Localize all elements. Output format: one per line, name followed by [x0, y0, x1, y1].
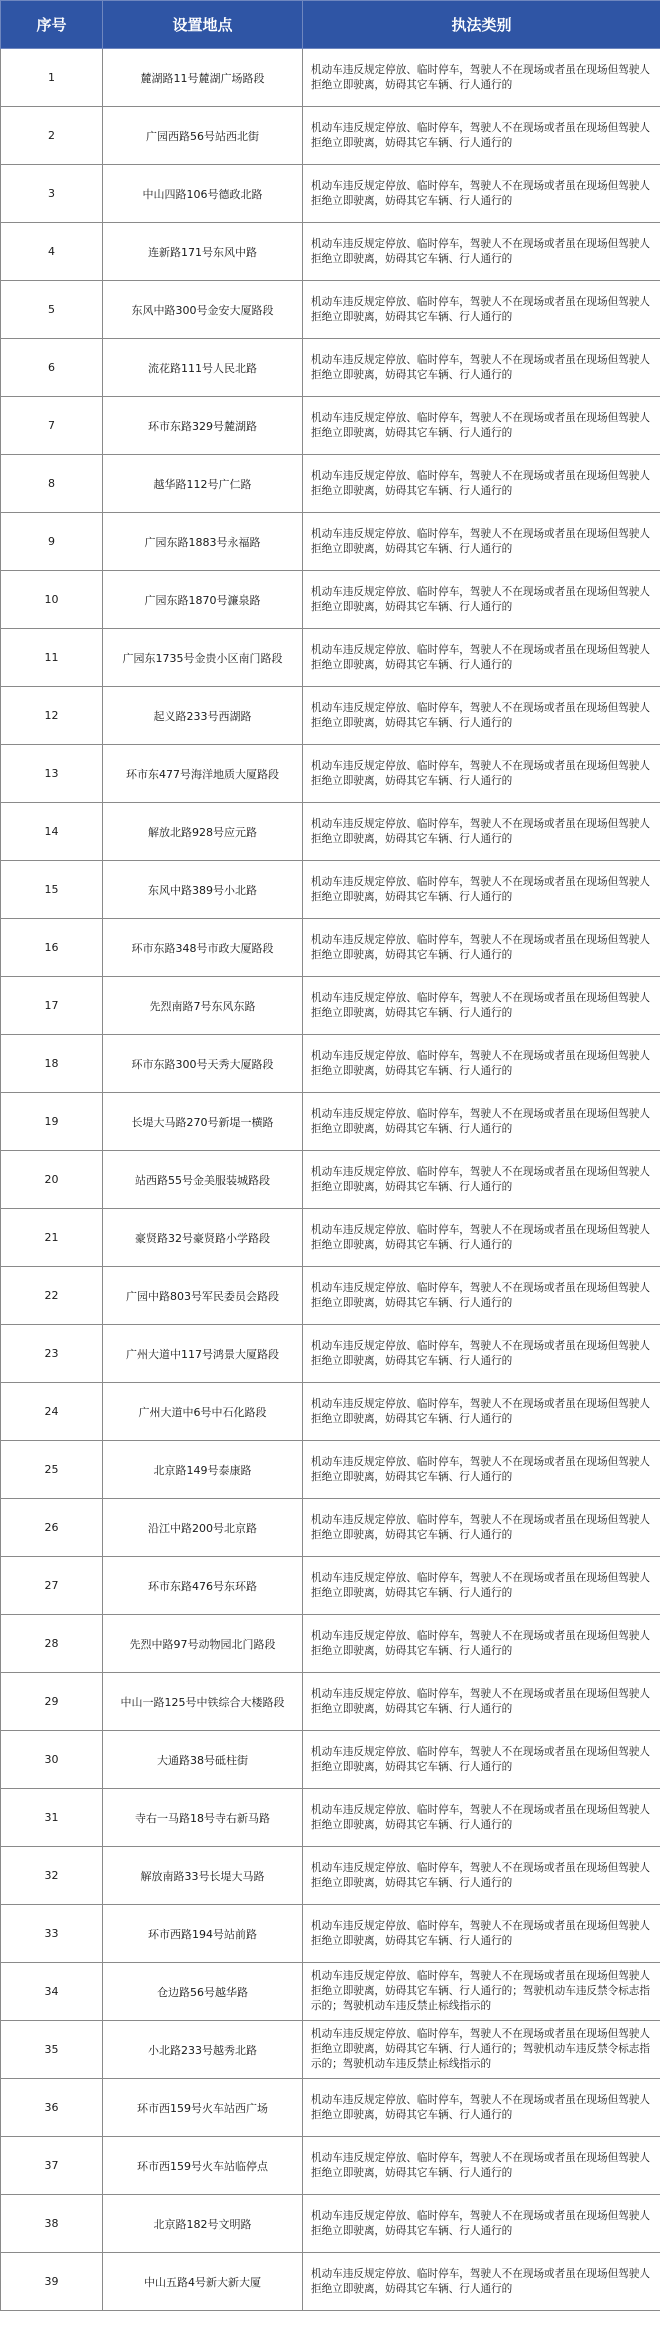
table-row: [1, 1325, 660, 1383]
row-number: 36: [1, 2079, 103, 2137]
table-body: [1, 49, 660, 2311]
row-number: 2: [1, 107, 103, 165]
table-row: [1, 397, 660, 455]
row-category: 机动车违反规定停放、临时停车，驾驶人不在现场或者虽在现场但驾驶人拒绝立即驶离，妨碍其它车辆、行人通行的；驾驶机动车违反禁令标志指示的；驾驶机动车违反禁止标线指示的: [303, 1963, 660, 2021]
row-category: 机动车违反规定停放、临时停车，驾驶人不在现场或者虽在现场但驾驶人拒绝立即驶离，妨碍其它车辆、行人通行的: [303, 1905, 660, 1963]
row-number: 7: [1, 397, 103, 455]
row-location: 广州大道中6号中石化路段: [103, 1383, 303, 1441]
table-row: [1, 1093, 660, 1151]
row-number: 28: [1, 1615, 103, 1673]
table-row: [1, 107, 660, 165]
row-number: 27: [1, 1557, 103, 1615]
row-number: 22: [1, 1267, 103, 1325]
table-row: [1, 1267, 660, 1325]
row-location: 广园西路56号站西北街: [103, 107, 303, 165]
row-number: 16: [1, 919, 103, 977]
row-number: 25: [1, 1441, 103, 1499]
row-location: 越华路112号广仁路: [103, 455, 303, 513]
row-number: 29: [1, 1673, 103, 1731]
header-serial-number: 序号: [1, 1, 103, 49]
row-location: 解放北路928号应元路: [103, 803, 303, 861]
row-location: 流花路111号人民北路: [103, 339, 303, 397]
row-location: 中山四路106号德政北路: [103, 165, 303, 223]
row-category: 机动车违反规定停放、临时停车，驾驶人不在现场或者虽在现场但驾驶人拒绝立即驶离，妨碍其它车辆、行人通行的: [303, 1441, 660, 1499]
table-row: [1, 165, 660, 223]
row-category: 机动车违反规定停放、临时停车，驾驶人不在现场或者虽在现场但驾驶人拒绝立即驶离，妨碍其它车辆、行人通行的: [303, 1035, 660, 1093]
row-number: 19: [1, 1093, 103, 1151]
table-row: [1, 281, 660, 339]
row-number: 20: [1, 1151, 103, 1209]
table-row: [1, 1035, 660, 1093]
row-category: 机动车违反规定停放、临时停车，驾驶人不在现场或者虽在现场但驾驶人拒绝立即驶离，妨碍其它车辆、行人通行的: [303, 745, 660, 803]
row-category: 机动车违反规定停放、临时停车，驾驶人不在现场或者虽在现场但驾驶人拒绝立即驶离，妨碍其它车辆、行人通行的: [303, 223, 660, 281]
row-location: 东风中路300号金安大厦路段: [103, 281, 303, 339]
row-location: 仓边路56号越华路: [103, 1963, 303, 2021]
row-location: 先烈中路97号动物园北门路段: [103, 1615, 303, 1673]
row-number: 38: [1, 2195, 103, 2253]
row-number: 4: [1, 223, 103, 281]
row-location: 东风中路389号小北路: [103, 861, 303, 919]
table-row: [1, 687, 660, 745]
row-location: 沿江中路200号北京路: [103, 1499, 303, 1557]
row-category: 机动车违反规定停放、临时停车，驾驶人不在现场或者虽在现场但驾驶人拒绝立即驶离，妨碍其它车辆、行人通行的: [303, 1557, 660, 1615]
row-category: 机动车违反规定停放、临时停车，驾驶人不在现场或者虽在现场但驾驶人拒绝立即驶离，妨碍其它车辆、行人通行的: [303, 919, 660, 977]
row-number: 35: [1, 2021, 103, 2079]
row-location: 中山五路4号新大新大厦: [103, 2253, 303, 2311]
row-category: 机动车违反规定停放、临时停车，驾驶人不在现场或者虽在现场但驾驶人拒绝立即驶离，妨碍其它车辆、行人通行的: [303, 455, 660, 513]
row-number: 33: [1, 1905, 103, 1963]
table-row: [1, 1673, 660, 1731]
table-row: [1, 455, 660, 513]
table-row: [1, 919, 660, 977]
row-location: 豪贤路32号豪贤路小学路段: [103, 1209, 303, 1267]
row-number: 13: [1, 745, 103, 803]
row-category: 机动车违反规定停放、临时停车，驾驶人不在现场或者虽在现场但驾驶人拒绝立即驶离，妨碍其它车辆、行人通行的: [303, 281, 660, 339]
row-category: 机动车违反规定停放、临时停车，驾驶人不在现场或者虽在现场但驾驶人拒绝立即驶离，妨碍其它车辆、行人通行的: [303, 1383, 660, 1441]
row-category: 机动车违反规定停放、临时停车，驾驶人不在现场或者虽在现场但驾驶人拒绝立即驶离，妨碍其它车辆、行人通行的: [303, 1615, 660, 1673]
table-row: [1, 629, 660, 687]
table-row: [1, 1209, 660, 1267]
row-number: 39: [1, 2253, 103, 2311]
row-location: 环市东路476号东环路: [103, 1557, 303, 1615]
row-location: 小北路233号越秀北路: [103, 2021, 303, 2079]
row-location: 先烈南路7号东风东路: [103, 977, 303, 1035]
table-row: [1, 745, 660, 803]
row-number: 18: [1, 1035, 103, 1093]
row-number: 1: [1, 49, 103, 107]
row-category: 机动车违反规定停放、临时停车，驾驶人不在现场或者虽在现场但驾驶人拒绝立即驶离，妨碍其它车辆、行人通行的: [303, 2079, 660, 2137]
row-category: 机动车违反规定停放、临时停车，驾驶人不在现场或者虽在现场但驾驶人拒绝立即驶离，妨碍其它车辆、行人通行的: [303, 1093, 660, 1151]
row-number: 23: [1, 1325, 103, 1383]
table-row: [1, 1383, 660, 1441]
row-number: 12: [1, 687, 103, 745]
row-number: 9: [1, 513, 103, 571]
table-row: [1, 49, 660, 107]
table-row: [1, 1789, 660, 1847]
table-header-row: [1, 1, 660, 49]
row-location: 环市西159号火车站临停点: [103, 2137, 303, 2195]
row-number: 15: [1, 861, 103, 919]
row-category: 机动车违反规定停放、临时停车，驾驶人不在现场或者虽在现场但驾驶人拒绝立即驶离，妨碍其它车辆、行人通行的: [303, 803, 660, 861]
row-category: 机动车违反规定停放、临时停车，驾驶人不在现场或者虽在现场但驾驶人拒绝立即驶离，妨碍其它车辆、行人通行的: [303, 165, 660, 223]
row-category: 机动车违反规定停放、临时停车，驾驶人不在现场或者虽在现场但驾驶人拒绝立即驶离，妨碍其它车辆、行人通行的: [303, 2195, 660, 2253]
row-location: 中山一路125号中铁综合大楼路段: [103, 1673, 303, 1731]
table-row: [1, 571, 660, 629]
table-row: [1, 2137, 660, 2195]
table-row: [1, 861, 660, 919]
row-category: 机动车违反规定停放、临时停车，驾驶人不在现场或者虽在现场但驾驶人拒绝立即驶离，妨碍其它车辆、行人通行的: [303, 2253, 660, 2311]
row-number: 10: [1, 571, 103, 629]
row-location: 站西路55号金美服装城路段: [103, 1151, 303, 1209]
row-category: 机动车违反规定停放、临时停车，驾驶人不在现场或者虽在现场但驾驶人拒绝立即驶离，妨碍其它车辆、行人通行的: [303, 571, 660, 629]
row-category: 机动车违反规定停放、临时停车，驾驶人不在现场或者虽在现场但驾驶人拒绝立即驶离，妨碍其它车辆、行人通行的；驾驶机动车违反禁令标志指示的；驾驶机动车违反禁止标线指示的: [303, 2021, 660, 2079]
row-location: 北京路149号泰康路: [103, 1441, 303, 1499]
row-category: 机动车违反规定停放、临时停车，驾驶人不在现场或者虽在现场但驾驶人拒绝立即驶离，妨碍其它车辆、行人通行的: [303, 339, 660, 397]
row-category: 机动车违反规定停放、临时停车，驾驶人不在现场或者虽在现场但驾驶人拒绝立即驶离，妨碍其它车辆、行人通行的: [303, 1325, 660, 1383]
row-number: 24: [1, 1383, 103, 1441]
row-number: 26: [1, 1499, 103, 1557]
table-row: [1, 513, 660, 571]
row-category: 机动车违反规定停放、临时停车，驾驶人不在现场或者虽在现场但驾驶人拒绝立即驶离，妨碍其它车辆、行人通行的: [303, 49, 660, 107]
table-row: [1, 1847, 660, 1905]
row-number: 3: [1, 165, 103, 223]
row-number: 17: [1, 977, 103, 1035]
row-location: 起义路233号西湖路: [103, 687, 303, 745]
row-category: 机动车违反规定停放、临时停车，驾驶人不在现场或者虽在现场但驾驶人拒绝立即驶离，妨碍其它车辆、行人通行的: [303, 513, 660, 571]
row-location: 环市西路194号站前路: [103, 1905, 303, 1963]
row-category: 机动车违反规定停放、临时停车，驾驶人不在现场或者虽在现场但驾驶人拒绝立即驶离，妨碍其它车辆、行人通行的: [303, 1731, 660, 1789]
row-location: 广园东1735号金贵小区南门路段: [103, 629, 303, 687]
row-location: 长堤大马路270号新堤一横路: [103, 1093, 303, 1151]
row-number: 34: [1, 1963, 103, 2021]
row-location: 广州大道中117号鸿景大厦路段: [103, 1325, 303, 1383]
row-number: 31: [1, 1789, 103, 1847]
header-location: 设置地点: [103, 1, 303, 49]
table-row: [1, 1557, 660, 1615]
table-row: [1, 1905, 660, 1963]
table-row: [1, 2079, 660, 2137]
header-enforcement-category: 执法类别: [303, 1, 660, 49]
table-row: [1, 1731, 660, 1789]
row-category: 机动车违反规定停放、临时停车，驾驶人不在现场或者虽在现场但驾驶人拒绝立即驶离，妨碍其它车辆、行人通行的: [303, 977, 660, 1035]
row-category: 机动车违反规定停放、临时停车，驾驶人不在现场或者虽在现场但驾驶人拒绝立即驶离，妨碍其它车辆、行人通行的: [303, 107, 660, 165]
table-row: [1, 1441, 660, 1499]
row-location: 连新路171号东风中路: [103, 223, 303, 281]
row-location: 环市东477号海洋地质大厦路段: [103, 745, 303, 803]
row-category: 机动车违反规定停放、临时停车，驾驶人不在现场或者虽在现场但驾驶人拒绝立即驶离，妨碍其它车辆、行人通行的: [303, 1847, 660, 1905]
row-location: 环市西159号火车站西广场: [103, 2079, 303, 2137]
row-category: 机动车违反规定停放、临时停车，驾驶人不在现场或者虽在现场但驾驶人拒绝立即驶离，妨碍其它车辆、行人通行的: [303, 1673, 660, 1731]
row-location: 环市东路300号天秀大厦路段: [103, 1035, 303, 1093]
row-number: 14: [1, 803, 103, 861]
table-row: [1, 2195, 660, 2253]
row-category: 机动车违反规定停放、临时停车，驾驶人不在现场或者虽在现场但驾驶人拒绝立即驶离，妨碍其它车辆、行人通行的: [303, 687, 660, 745]
row-category: 机动车违反规定停放、临时停车，驾驶人不在现场或者虽在现场但驾驶人拒绝立即驶离，妨碍其它车辆、行人通行的: [303, 2137, 660, 2195]
table-row: [1, 1151, 660, 1209]
row-number: 5: [1, 281, 103, 339]
row-location: 环市东路329号麓湖路: [103, 397, 303, 455]
row-location: 解放南路33号长堤大马路: [103, 1847, 303, 1905]
row-location: 广园东路1870号濂泉路: [103, 571, 303, 629]
row-category: 机动车违反规定停放、临时停车，驾驶人不在现场或者虽在现场但驾驶人拒绝立即驶离，妨碍其它车辆、行人通行的: [303, 629, 660, 687]
row-number: 30: [1, 1731, 103, 1789]
row-location: 广园中路803号军民委员会路段: [103, 1267, 303, 1325]
row-category: 机动车违反规定停放、临时停车，驾驶人不在现场或者虽在现场但驾驶人拒绝立即驶离，妨碍其它车辆、行人通行的: [303, 1267, 660, 1325]
row-category: 机动车违反规定停放、临时停车，驾驶人不在现场或者虽在现场但驾驶人拒绝立即驶离，妨碍其它车辆、行人通行的: [303, 1789, 660, 1847]
row-number: 6: [1, 339, 103, 397]
row-number: 21: [1, 1209, 103, 1267]
row-location: 寺右一马路18号寺右新马路: [103, 1789, 303, 1847]
table-row: [1, 2253, 660, 2311]
table-row: [1, 1615, 660, 1673]
table-row: [1, 339, 660, 397]
row-category: 机动车违反规定停放、临时停车，驾驶人不在现场或者虽在现场但驾驶人拒绝立即驶离，妨碍其它车辆、行人通行的: [303, 397, 660, 455]
row-number: 11: [1, 629, 103, 687]
row-location: 北京路182号文明路: [103, 2195, 303, 2253]
table-row: [1, 223, 660, 281]
row-location: 广园东路1883号永福路: [103, 513, 303, 571]
row-category: 机动车违反规定停放、临时停车，驾驶人不在现场或者虽在现场但驾驶人拒绝立即驶离，妨碍其它车辆、行人通行的: [303, 1209, 660, 1267]
row-category: 机动车违反规定停放、临时停车，驾驶人不在现场或者虽在现场但驾驶人拒绝立即驶离，妨碍其它车辆、行人通行的: [303, 1499, 660, 1557]
table-row: [1, 803, 660, 861]
row-number: 32: [1, 1847, 103, 1905]
table-row: [1, 2021, 660, 2079]
row-category: 机动车违反规定停放、临时停车，驾驶人不在现场或者虽在现场但驾驶人拒绝立即驶离，妨碍其它车辆、行人通行的: [303, 861, 660, 919]
table-row: [1, 1499, 660, 1557]
row-category: 机动车违反规定停放、临时停车，驾驶人不在现场或者虽在现场但驾驶人拒绝立即驶离，妨碍其它车辆、行人通行的: [303, 1151, 660, 1209]
row-number: 37: [1, 2137, 103, 2195]
row-location: 大通路38号砥柱街: [103, 1731, 303, 1789]
table-row: [1, 1963, 660, 2021]
row-location: 环市东路348号市政大厦路段: [103, 919, 303, 977]
table-row: [1, 977, 660, 1035]
row-number: 8: [1, 455, 103, 513]
row-location: 麓湖路11号麓湖广场路段: [103, 49, 303, 107]
